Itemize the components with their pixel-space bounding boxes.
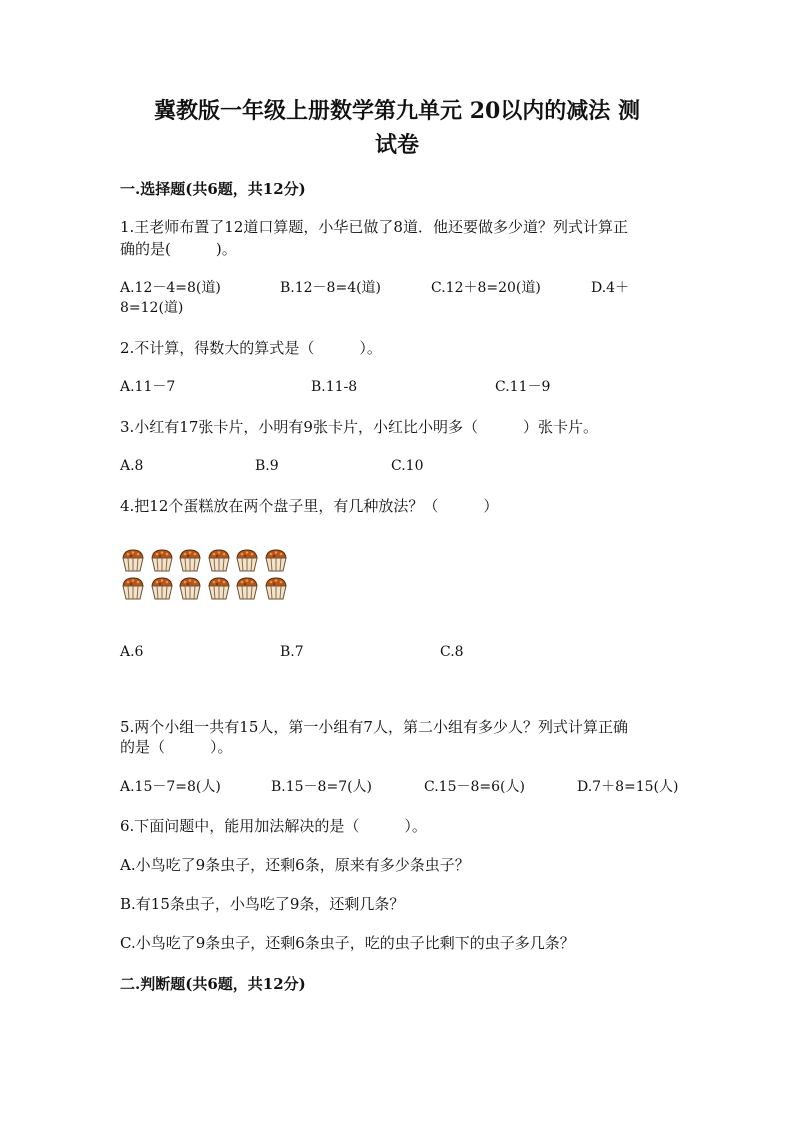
question-1-option-d[interactable]: D.4＋	[591, 280, 630, 296]
question-5-option-d[interactable]: D.7＋8=15(人)	[577, 779, 679, 795]
cupcake-icon	[263, 547, 289, 573]
question-4-option-a[interactable]: A.6	[120, 644, 144, 660]
question-1-option-c[interactable]: C.12＋8=20(道)	[431, 280, 541, 296]
cupcake-icon	[234, 547, 260, 573]
question-3-option-c[interactable]: C.10	[391, 458, 424, 474]
question-6-option-a[interactable]: A.小鸟吃了9条虫子，还剩6条，原来有多少条虫子？	[120, 856, 470, 874]
question-3-option-a[interactable]: A.8	[120, 458, 144, 474]
question-2-stem: 2.不计算，得数大的算式是（ ）。	[120, 339, 382, 357]
question-2-option-c[interactable]: C.11－9	[495, 379, 551, 395]
question-1-option-d-cont: 8=12(道)	[120, 300, 184, 316]
page-title-line-1: 冀教版一年级上册数学第九单元 20以内的减法 测	[154, 98, 640, 124]
cupcake-icon	[234, 575, 260, 601]
cupcake-icon	[206, 547, 232, 573]
question-1-stem: 1.王老师布置了12道口算题，小华已做了8道．他还要做多少道？列式计算正	[120, 218, 628, 236]
section-heading-judgement: 二.判断题(共6题，共12分)	[120, 975, 306, 993]
question-2-option-a[interactable]: A.11－7	[120, 379, 176, 395]
question-6-stem: 6.下面问题中，能用加法解决的是（ ）。	[120, 817, 427, 835]
page-title-line-2: 试卷	[374, 132, 419, 158]
question-3-stem: 3.小红有17张卡片，小明有9张卡片，小红比小明多（ ）张卡片。	[120, 418, 598, 436]
question-5-stem-cont: 的是（ ）。	[120, 738, 233, 756]
cupcake-icon	[263, 575, 289, 601]
question-5-stem: 5.两个小组一共有15人，第一小组有7人，第二小组有多少人？列式计算正确	[120, 718, 628, 736]
question-5-option-b[interactable]: B.15－8=7(人)	[271, 779, 373, 795]
cupcake-icon	[120, 575, 146, 601]
question-4-option-c[interactable]: C.8	[440, 644, 464, 660]
section-heading-choice: 一.选择题(共6题，共12分)	[120, 180, 306, 198]
question-2-option-b[interactable]: B.11-8	[311, 379, 358, 395]
cupcake-icon	[149, 575, 175, 601]
cupcake-icon	[177, 575, 203, 601]
cupcake-icon	[120, 547, 146, 573]
question-5-option-c[interactable]: C.15－8=6(人)	[424, 779, 525, 795]
question-1-option-a[interactable]: A.12－4=8(道)	[120, 280, 221, 296]
question-1-option-b[interactable]: B.12－8=4(道)	[280, 280, 382, 296]
question-6-option-b[interactable]: B.有15条虫子，小鸟吃了9条，还剩几条？	[120, 895, 405, 913]
cupcake-icon	[206, 575, 232, 601]
question-1-stem-cont: 确的是( )。	[120, 240, 237, 258]
question-4-stem: 4.把12个蛋糕放在两个盘子里，有几种放法？（ ）	[120, 497, 499, 515]
cupcakes-image	[120, 547, 290, 603]
question-5-option-a[interactable]: A.15－7=8(人)	[120, 779, 221, 795]
question-4-option-b[interactable]: B.7	[280, 644, 304, 660]
cupcake-icon	[149, 547, 175, 573]
cupcake-icon	[177, 547, 203, 573]
question-6-option-c[interactable]: C.小鸟吃了9条虫子，还剩6条虫子，吃的虫子比剩下的虫子多几条？	[120, 934, 575, 952]
question-3-option-b[interactable]: B.9	[255, 458, 279, 474]
